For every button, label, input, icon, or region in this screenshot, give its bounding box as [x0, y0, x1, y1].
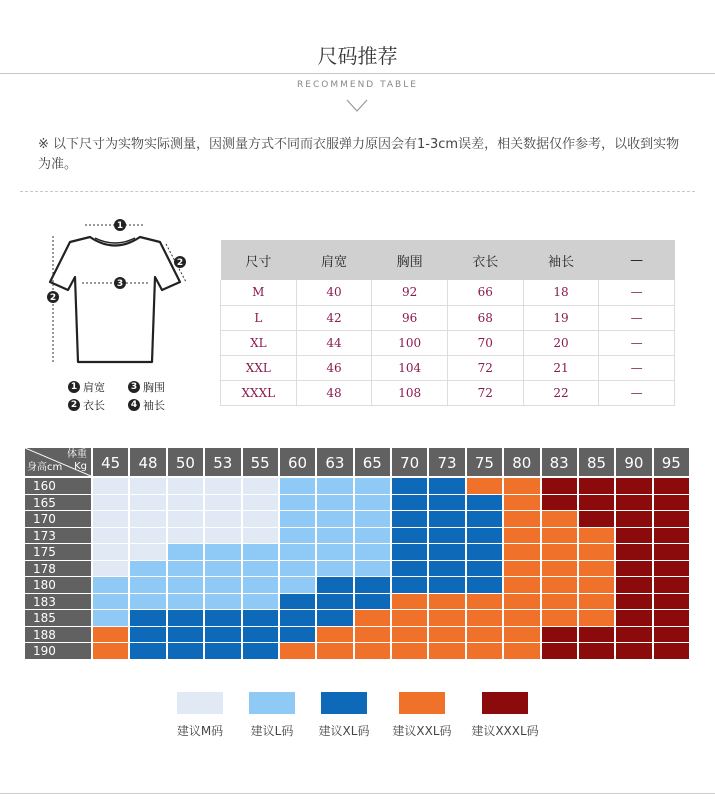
header-blank: —: [599, 240, 675, 280]
weight-header: 53: [205, 448, 240, 476]
grid-cell: [429, 561, 464, 577]
grid-cell: [654, 561, 689, 577]
grid-cell: [243, 561, 278, 577]
size-cell: 40: [296, 280, 372, 305]
grid-cell: [542, 544, 577, 560]
header-chest: 胸围: [372, 240, 448, 280]
size-cell: 108: [372, 380, 448, 405]
weight-header: 65: [355, 448, 390, 476]
grid-cell: [280, 627, 315, 643]
weight-header: 83: [542, 448, 577, 476]
grid-cell: [654, 594, 689, 610]
size-cell: 21: [523, 355, 599, 380]
marker-3: 3: [116, 279, 124, 289]
color-swatch: [482, 692, 528, 714]
height-header: 190: [25, 643, 91, 659]
grid-cell: [579, 478, 614, 494]
grid-cell: [205, 594, 240, 610]
color-key-label: 建议XL码: [318, 724, 370, 738]
grid-cell: [168, 610, 203, 626]
grid-cell: [542, 577, 577, 593]
grid-cell: [504, 627, 539, 643]
grid-row: [25, 528, 691, 545]
grid-cell: [429, 643, 464, 659]
weight-header: 80: [504, 448, 539, 476]
size-cell: —: [599, 330, 675, 355]
weight-header: 48: [130, 448, 165, 476]
grid-cell: [317, 495, 352, 511]
grid-cell: [168, 495, 203, 511]
grid-cell: [542, 610, 577, 626]
grid-cell: [392, 643, 427, 659]
grid-cell: [243, 544, 278, 560]
grid-cell: [579, 511, 614, 527]
grid-cell: [579, 577, 614, 593]
grid-cell: [168, 511, 203, 527]
grid-cell: [280, 643, 315, 659]
grid-cell: [168, 577, 203, 593]
grid-cell: [205, 528, 240, 544]
header-size: 尺寸: [221, 240, 297, 280]
grid-cell: [280, 478, 315, 494]
size-row: [221, 380, 675, 405]
grid-cell: [467, 577, 502, 593]
grid-cell: [504, 643, 539, 659]
grid-cell: [280, 561, 315, 577]
grid-cell: [93, 561, 128, 577]
grid-cell: [504, 478, 539, 494]
grid-cell: [93, 478, 128, 494]
grid-cell: [93, 594, 128, 610]
grid-cell: [504, 544, 539, 560]
grid-cell: [392, 577, 427, 593]
grid-cell: [429, 577, 464, 593]
grid-cell: [130, 594, 165, 610]
grid-cell: [93, 643, 128, 659]
grid-cell: [392, 528, 427, 544]
grid-cell: [280, 610, 315, 626]
size-cell: 44: [296, 330, 372, 355]
grid-cell: [130, 627, 165, 643]
grid-cell: [616, 643, 651, 659]
grid-cell: [243, 627, 278, 643]
grid-cell: [392, 610, 427, 626]
grid-cell: [542, 643, 577, 659]
height-header: 178: [25, 561, 91, 577]
grid-cell: [317, 610, 352, 626]
grid-cell: [130, 511, 165, 527]
height-header: 180: [25, 577, 91, 593]
grid-cell: [168, 544, 203, 560]
grid-row: [25, 643, 691, 660]
grid-cell: [205, 610, 240, 626]
size-cell: 72: [447, 380, 523, 405]
grid-cell: [654, 627, 689, 643]
weight-header: 55: [243, 448, 278, 476]
grid-cell: [168, 643, 203, 659]
grid-cell: [168, 594, 203, 610]
grid-cell: [542, 478, 577, 494]
size-cell: 100: [372, 330, 448, 355]
size-cell: —: [599, 280, 675, 305]
size-cell: 96: [372, 305, 448, 330]
chevron-down-icon: [345, 98, 369, 114]
grid-cell: [205, 478, 240, 494]
header-length: 衣长: [447, 240, 523, 280]
grid-cell: [355, 495, 390, 511]
grid-row: [25, 511, 691, 528]
grid-cell: [392, 511, 427, 527]
height-header: 188: [25, 627, 91, 643]
grid-cell: [130, 610, 165, 626]
title-divider: [0, 73, 715, 74]
grid-cell: [355, 610, 390, 626]
grid-cell: [467, 511, 502, 527]
weight-header: 63: [317, 448, 352, 476]
grid-cell: [317, 594, 352, 610]
grid-cell: [579, 643, 614, 659]
grid-cell: [392, 478, 427, 494]
size-table: [220, 240, 675, 406]
grid-cell: [429, 544, 464, 560]
grid-cell: [504, 495, 539, 511]
grid-cell: [429, 627, 464, 643]
grid-cell: [542, 561, 577, 577]
grid-cell: [429, 478, 464, 494]
grid-cell: [504, 511, 539, 527]
grid-cell: [205, 511, 240, 527]
size-cell: L: [221, 305, 297, 330]
grid-cell: [654, 577, 689, 593]
grid-cell: [355, 528, 390, 544]
page-title: 尺码推荐: [317, 44, 398, 68]
grid-cell: [616, 577, 651, 593]
grid-cell: [429, 495, 464, 511]
grid-cell: [130, 561, 165, 577]
grid-cell: [243, 495, 278, 511]
grid-cell: [616, 478, 651, 494]
grid-cell: [392, 544, 427, 560]
weight-label: 体重 Kg: [67, 449, 87, 472]
grid-cell: [355, 594, 390, 610]
measurement-note: ※ 以下尺寸为实物实际测量，因测量方式不同而衣服弹力原因会有1-3cm误差，相关数据仅作参考，以收到实物为准。: [38, 137, 680, 172]
color-swatch: [321, 692, 367, 714]
size-cell: 66: [447, 280, 523, 305]
grid-cell: [93, 495, 128, 511]
grid-corner: [25, 448, 91, 476]
header-sleeve: 袖长: [523, 240, 599, 280]
grid-cell: [579, 561, 614, 577]
grid-cell: [504, 561, 539, 577]
grid-cell: [317, 643, 352, 659]
grid-cell: [429, 594, 464, 610]
grid-cell: [579, 544, 614, 560]
grid-cell: [654, 478, 689, 494]
grid-cell: [130, 544, 165, 560]
grid-cell: [616, 511, 651, 527]
grid-cell: [93, 627, 128, 643]
grid-cell: [93, 511, 128, 527]
grid-cell: [467, 478, 502, 494]
grid-cell: [280, 528, 315, 544]
grid-row: [25, 627, 691, 644]
grid-cell: [654, 643, 689, 659]
size-cell: 104: [372, 355, 448, 380]
size-row: [221, 280, 675, 305]
grid-cell: [130, 478, 165, 494]
grid-cell: [467, 528, 502, 544]
color-key-label: 建议M码: [176, 724, 224, 738]
marker-2-length: 2: [49, 293, 57, 303]
grid-cell: [616, 627, 651, 643]
diagram-legend: [68, 378, 188, 414]
grid-cell: [355, 577, 390, 593]
grid-cell: [168, 561, 203, 577]
grid-cell: [579, 495, 614, 511]
grid-cell: [654, 511, 689, 527]
grid-cell: [467, 495, 502, 511]
weight-header: 50: [168, 448, 203, 476]
grid-cell: [243, 643, 278, 659]
grid-cell: [317, 478, 352, 494]
grid-cell: [243, 528, 278, 544]
bottom-divider: [0, 793, 715, 794]
color-key: [299, 692, 389, 739]
color-swatch: [249, 692, 295, 714]
dashed-divider: [20, 191, 695, 192]
grid-row: [25, 577, 691, 594]
size-row: [221, 330, 675, 355]
marker-2-sleeve: 2: [176, 258, 184, 268]
grid-cell: [392, 561, 427, 577]
grid-cell: [392, 495, 427, 511]
height-header: 183: [25, 594, 91, 610]
grid-cell: [93, 544, 128, 560]
legend-item: 2 衣长: [68, 397, 128, 413]
grid-cell: [616, 495, 651, 511]
tshirt-icon: [40, 212, 190, 372]
grid-cell: [467, 610, 502, 626]
grid-cell: [317, 627, 352, 643]
grid-cell: [205, 577, 240, 593]
grid-cell: [317, 511, 352, 527]
grid-cell: [205, 495, 240, 511]
grid-cell: [205, 544, 240, 560]
color-swatch: [399, 692, 445, 714]
size-cell: 18: [523, 280, 599, 305]
size-cell: M: [221, 280, 297, 305]
grid-cell: [542, 528, 577, 544]
size-row: [221, 305, 675, 330]
grid-cell: [467, 544, 502, 560]
height-header: 185: [25, 610, 91, 626]
weight-header: 45: [93, 448, 128, 476]
size-cell: 20: [523, 330, 599, 355]
grid-cell: [616, 610, 651, 626]
grid-cell: [392, 594, 427, 610]
grid-cell: [616, 561, 651, 577]
grid-cell: [168, 528, 203, 544]
grid-cell: [280, 577, 315, 593]
grid-cell: [579, 528, 614, 544]
grid-cell: [317, 544, 352, 560]
size-cell: —: [599, 380, 675, 405]
grid-row: [25, 544, 691, 561]
grid-cell: [504, 577, 539, 593]
size-cell: —: [599, 305, 675, 330]
grid-cell: [579, 610, 614, 626]
grid-cell: [317, 528, 352, 544]
legend-item: 4 袖长: [128, 397, 188, 413]
height-header: 160: [25, 478, 91, 494]
height-header: 170: [25, 511, 91, 527]
grid-cell: [542, 594, 577, 610]
grid-cell: [616, 594, 651, 610]
grid-cell: [355, 478, 390, 494]
grid-row: [25, 594, 691, 611]
grid-cell: [542, 511, 577, 527]
grid-cell: [243, 577, 278, 593]
grid-cell: [616, 528, 651, 544]
grid-cell: [355, 627, 390, 643]
size-cell: 19: [523, 305, 599, 330]
grid-cell: [130, 495, 165, 511]
weight-header: 95: [654, 448, 689, 476]
grid-cell: [280, 511, 315, 527]
grid-cell: [467, 627, 502, 643]
grid-cell: [654, 544, 689, 560]
size-row: [221, 355, 675, 380]
grid-cell: [467, 594, 502, 610]
page-subtitle: RECOMMEND TABLE: [297, 80, 418, 90]
grid-cell: [205, 627, 240, 643]
grid-cell: [243, 511, 278, 527]
size-cell: 68: [447, 305, 523, 330]
size-cell: XXXL: [221, 380, 297, 405]
grid-cell: [355, 561, 390, 577]
size-cell: —: [599, 355, 675, 380]
grid-row: [25, 495, 691, 512]
size-recommend-grid: [25, 448, 691, 660]
grid-cell: [654, 610, 689, 626]
size-cell: 46: [296, 355, 372, 380]
grid-cell: [616, 544, 651, 560]
grid-cell: [654, 495, 689, 511]
grid-cell: [317, 561, 352, 577]
grid-cell: [504, 594, 539, 610]
weight-header: 90: [616, 448, 651, 476]
legend-item: 1 肩宽: [68, 379, 128, 395]
grid-cell: [205, 643, 240, 659]
marker-1: 1: [116, 221, 124, 231]
grid-cell: [93, 528, 128, 544]
color-key-label: 建议L码: [250, 724, 294, 738]
grid-cell: [280, 594, 315, 610]
grid-cell: [355, 544, 390, 560]
grid-cell: [467, 561, 502, 577]
weight-header: 60: [280, 448, 315, 476]
height-label: 身高cm: [27, 462, 63, 473]
header-shoulder: 肩宽: [296, 240, 372, 280]
size-cell: 72: [447, 355, 523, 380]
size-cell: 92: [372, 280, 448, 305]
grid-cell: [317, 577, 352, 593]
size-cell: 42: [296, 305, 372, 330]
color-swatch: [177, 692, 223, 714]
weight-header: 75: [467, 448, 502, 476]
grid-cell: [243, 610, 278, 626]
grid-cell: [280, 544, 315, 560]
grid-cell: [429, 528, 464, 544]
color-key: [460, 692, 550, 739]
grid-row: [25, 610, 691, 627]
grid-cell: [355, 643, 390, 659]
color-key-label: 建议XXXL码: [471, 724, 539, 738]
grid-cell: [130, 528, 165, 544]
grid-row: [25, 561, 691, 578]
grid-cell: [654, 528, 689, 544]
grid-cell: [504, 610, 539, 626]
color-key-label: 建议XXL码: [392, 724, 452, 738]
weight-header: 73: [429, 448, 464, 476]
grid-cell: [243, 478, 278, 494]
grid-cell: [243, 594, 278, 610]
weight-header: 70: [392, 448, 427, 476]
grid-cell: [579, 627, 614, 643]
grid-cell: [429, 610, 464, 626]
grid-cell: [504, 528, 539, 544]
size-cell: 48: [296, 380, 372, 405]
grid-cell: [93, 610, 128, 626]
grid-cell: [542, 495, 577, 511]
size-cell: 22: [523, 380, 599, 405]
color-key: [377, 692, 467, 739]
weight-header: 85: [579, 448, 614, 476]
height-header: 175: [25, 544, 91, 560]
grid-cell: [467, 643, 502, 659]
size-cell: XL: [221, 330, 297, 355]
grid-cell: [205, 561, 240, 577]
grid-row: [25, 478, 691, 495]
grid-cell: [168, 627, 203, 643]
grid-cell: [280, 495, 315, 511]
grid-cell: [579, 594, 614, 610]
legend-item: 3 胸围: [128, 379, 188, 395]
grid-cell: [429, 511, 464, 527]
grid-cell: [355, 511, 390, 527]
size-cell: 70: [447, 330, 523, 355]
height-header: 165: [25, 495, 91, 511]
grid-cell: [130, 577, 165, 593]
height-header: 173: [25, 528, 91, 544]
grid-cell: [392, 627, 427, 643]
grid-cell: [130, 643, 165, 659]
grid-cell: [168, 478, 203, 494]
grid-cell: [542, 627, 577, 643]
size-cell: XXL: [221, 355, 297, 380]
grid-cell: [93, 577, 128, 593]
